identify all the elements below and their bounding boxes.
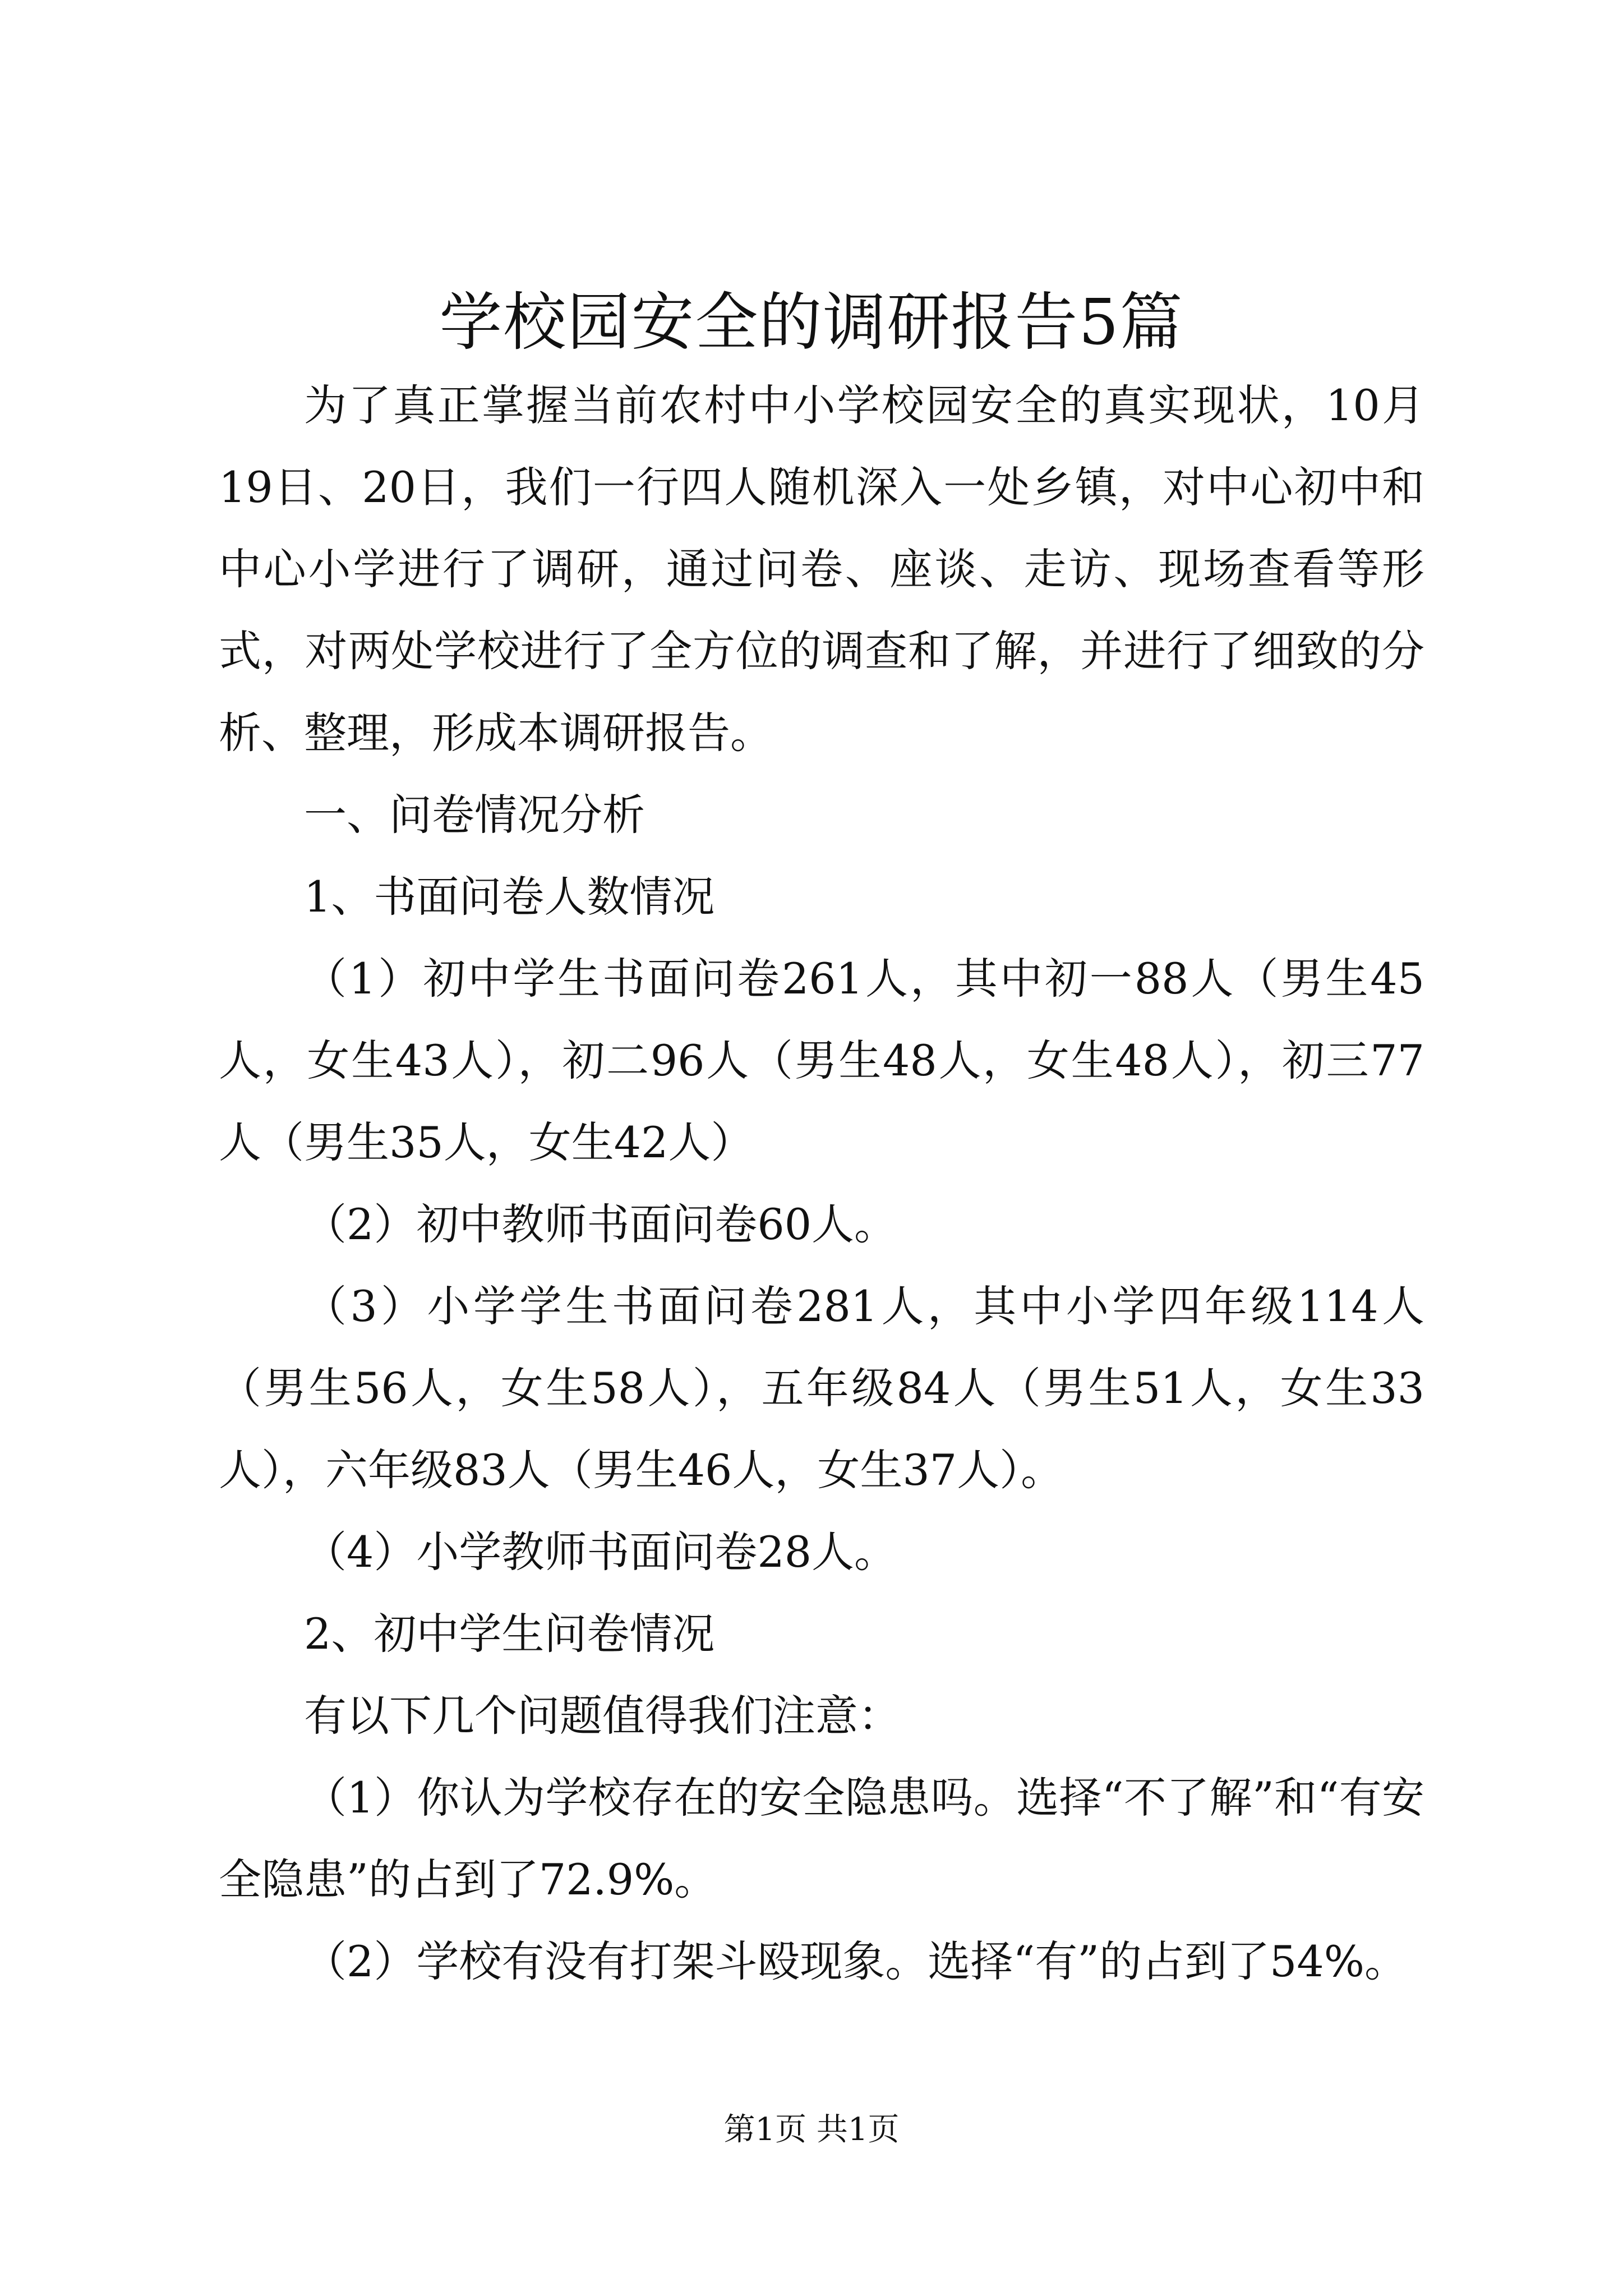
document-body (219, 365, 1424, 2003)
paragraph-item-3: （3）小学学生书面问卷281人，其中小学四年级114人（男生56人，女生58人），五年级84人（男生51人，女生33人），六年级83人（男生46人，女生37人）。 (219, 1281, 1424, 1495)
subsection-heading-1: 1、书面问卷人数情况 (304, 872, 715, 922)
paragraph-item-1: （1）初中学生书面问卷261人，其中初一88人（男生45人，女生43人），初二96人（男生48人，女生48人），初三77人（男生35人，女生42人） (219, 954, 1424, 1167)
subsection-heading-2: 2、初中学生问卷情况 (304, 1609, 715, 1659)
page-footer: 第1页 共1页 (723, 2111, 900, 2148)
section-heading-1: 一、问卷情况分析 (304, 790, 645, 840)
paragraph-item-2: （2）初中教师书面问卷60人。 (304, 1199, 897, 1249)
paragraph-question-1: （1）你认为学校存在的安全隐患吗。选择“不了解”和“有安全隐患”的占到了72.9%。 (219, 1773, 1424, 1904)
paragraph-item-4: （4）小学教师书面问卷28人。 (304, 1527, 897, 1577)
paragraph-intro: 为了真正掌握当前农村中小学校园安全的真实现状，10月19日、20日，我们一行四人随机深入一处乡镇，对中心初中和中心小学进行了调研，通过问卷、座谈、走访、现场查看等形式，对两处学校进行了全方位的调查和了解，并进行了细致的分析、整理，形成本调研报告。 (219, 380, 1424, 758)
paragraph-question-2: （2）学校有没有打架斗殴现象。选择“有”的占到了54%。 (304, 1936, 1407, 1986)
document-title: 学校园安全的调研报告5篇 (439, 286, 1184, 359)
paragraph-note: 有以下几个问题值得我们注意： (304, 1691, 901, 1741)
